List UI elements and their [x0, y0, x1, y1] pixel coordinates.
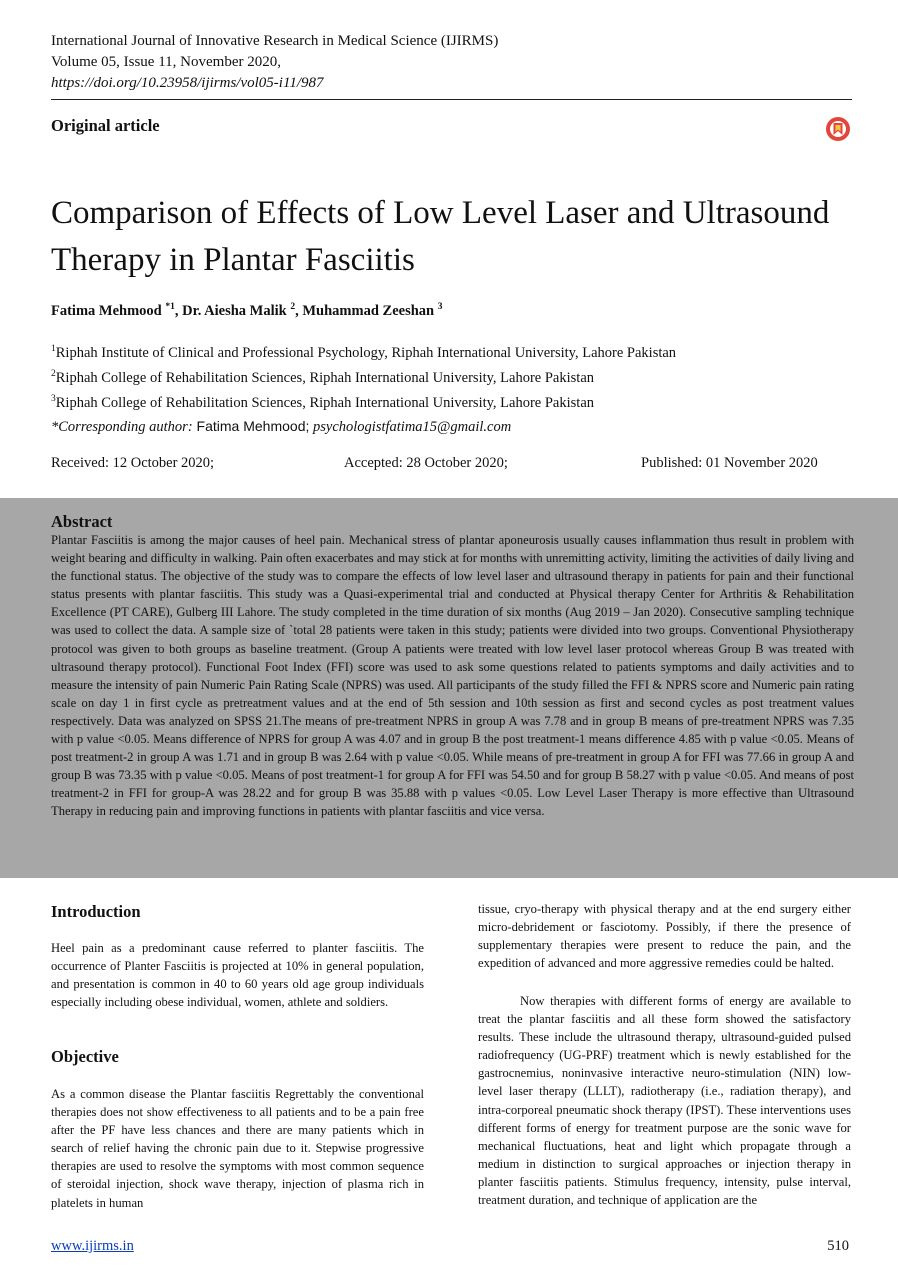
affiliation — [51, 364, 676, 389]
affiliation-number: 3 — [51, 393, 56, 404]
introduction-text: Heel pain as a predominant cause referred to planter fasciitis. The occurrence of Planter Fasciitis is projected at 10% in general population, and presentation is common in 40 to 60 years old age group individuals especially including obese individual, women, athlete and soldiers. — [51, 941, 424, 1010]
objective-heading: Objective — [51, 1047, 119, 1066]
abstract-heading: Abstract — [51, 512, 113, 531]
crossmark-icon[interactable] — [825, 116, 851, 142]
affiliation — [51, 389, 676, 414]
author-list — [51, 302, 442, 320]
author-affil-mark: *1 — [165, 302, 175, 312]
date-published: Published: 01 November 2020 — [641, 455, 818, 471]
doi-link[interactable]: https://doi.org/10.23958/ijirms/vol05-i11/987 — [51, 75, 324, 91]
objective-text: As a common disease the Plantar fasciitis Regrettably the conventional therapies does not show effectiveness to all patients and to be a pain free after the PF have less chances and there are many patients which in search of relief having the chronic pain due to it. Stepwise progressive therapies are used to resolve the symptoms with most common sequence of steroidal injection, shock wave therapy, injection of plasma rich in platelets in human — [51, 1087, 424, 1210]
author-affil-mark: 3 — [437, 302, 443, 312]
paper-title: Comparison of Effects of Low Level Laser and Ultrasound Therapy in Plantar Fasciitis — [51, 195, 830, 278]
date-accepted: Accepted: 28 October 2020; — [344, 455, 508, 471]
corresponding-label: *Corresponding author: — [51, 419, 193, 435]
affiliation-number: 1 — [51, 344, 56, 354]
affiliation — [51, 339, 676, 364]
date-received: Received: 12 October 2020; — [51, 455, 215, 471]
corresponding-email[interactable]: psychologistfatima15@gmail.com — [309, 419, 512, 435]
abstract-text: Plantar Fasciitis is among the major causes of heel pain. Mechanical stress of plantar aponeurosis usually causes inflammation thus result in problem with weight bearing and difficulty in walking. Pain often exacerbates and may stick at for months with unremitting activity, limiting the activities of daily living and the functional status. The objective of the study was to compare the effects of low level laser and ultrasound therapy in patients for pain and their functional status presents with plantar fasciitis. This study was a Quasi-experimental trial and conducted at Physical therapy Center for Arthritis & Rehabilitation Excellence (PT CARE), Gulberg III Lahore. The study completed in the time duration of six months (Aug 2019 – Jan 2020). Consecutive sampling technique was used to collect the data. A sample size of `total 28 patients were taken in this study; patients were divided into two groups. Conventional Physiotherapy protocol was given to both groups as baseline treatment. (Group A patients were treated with low level laser protocol whereas Group B was treated with ultrasound therapy protocol). Functional Foot Index (FFI) score was used to ask some questions related to patients symptoms and daily activities and to measure the intensity of pain Numeric Pain Rating Scale (NPRS) was used. All participants of the study filled the FFI & NPRS score and Numeric pain rating scale on day 1 in first cycle as pretreatment values and at the end of 5th session and 10th session as first and second cycles as post treatment values respectively. Data was analyzed on SPSS 21.The means of pre-treatment NPRS in group A was 7.78 and in group B means of pre-treatment NPRS was 7.35 with p value <0.05. Means difference of NPRS for group A was 4.07 and in group B the post treatment-1 means difference 4.85 with p value <0.05. Means of post treatment-2 in group A was 1.71 and in group B was 2.64 with p value <0.05. While means of pre-treatment in group A for FFI was 77.66 in group A and group B was 73.35 with p value <0.05. Means of post treatment-1 for group A for FFI was 54.50 and for group B 58.27 with p value <0.05. And means of post treatment-2 in FFI for group-A was 28.22 and for group B was 35.88 with p values <0.05. Low Level Laser Therapy is more effective than Ultrasound Therapy in reducing pain and improving functions in patients with plantar fasciitis and vice versa. — [51, 533, 854, 819]
author-separator: , — [174, 302, 183, 319]
corresponding-name: Fatima Mehmood; — [192, 418, 310, 434]
author-name: Fatima Mehmood — [51, 302, 166, 319]
journal-header — [51, 31, 498, 94]
body-paragraph: tissue, cryo-therapy with physical therapy and at the end surgery either micro-debridement or fasciotomy. Possibly, if there the presence of supplementary therapies were present to reduce the pain, and the expedition of advanced and more aggressive remedies could be halted. — [478, 902, 851, 971]
affiliation-text: Riphah College of Rehabilitation Sciences, Riphah International University, Lahore Pakistan — [55, 369, 594, 386]
introduction-heading: Introduction — [51, 902, 141, 921]
journal-name: International Journal of Innovative Research in Medical Science (IJIRMS) — [51, 33, 499, 49]
header-divider — [51, 99, 852, 100]
body-paragraph: Now therapies with different forms of energy are available to treat the plantar fasciitis and all these form showed the satisfactory results. These include the ultrasound therapy, ultrasound-guided pulsed radiofrequency (UG-PRF) treatment which is newly established for the gastrocnemius, noninvasive interactive neuro-stimulation (NIN) low-level laser therapy (LLLT), radiotherapy (i.e., radiation therapy), and intra-corporeal pneumatic shock therapy (IPST). These interventions uses different forms of energy for treatment purpose are the sonic wave for mechanical fluctuations, heat and light which propagate through a medium in distinction to surgical approaches or injection therapy in planter fasciitis patients. Stimulus frequency, intensity, pulse interval, treatment duration, and technique of application are the — [478, 994, 851, 1208]
affiliation-number: 2 — [51, 368, 56, 379]
abstract-section — [0, 498, 898, 878]
affiliation-text: Riphah College of Rehabilitation Sciences, Riphah International University, Lahore Pakistan — [55, 394, 594, 411]
page-number: 510 — [827, 1238, 849, 1254]
article-type: Original article — [51, 116, 160, 135]
affiliation-text: Riphah Institute of Clinical and Professional Psychology, Riphah International University, Lahore Pakistan — [55, 344, 677, 361]
affiliation-list — [51, 339, 676, 413]
corresponding-author — [51, 418, 511, 436]
author-name: Muhammad Zeeshan — [302, 302, 438, 319]
author-affil-mark: 2 — [290, 302, 296, 312]
footer-website-link[interactable]: www.ijirms.in — [51, 1238, 134, 1254]
journal-volume: Volume 05, Issue 11, November 2020, — [51, 54, 281, 70]
author-separator: , — [295, 302, 303, 319]
author-name: Dr. Aiesha Malik — [182, 302, 291, 319]
